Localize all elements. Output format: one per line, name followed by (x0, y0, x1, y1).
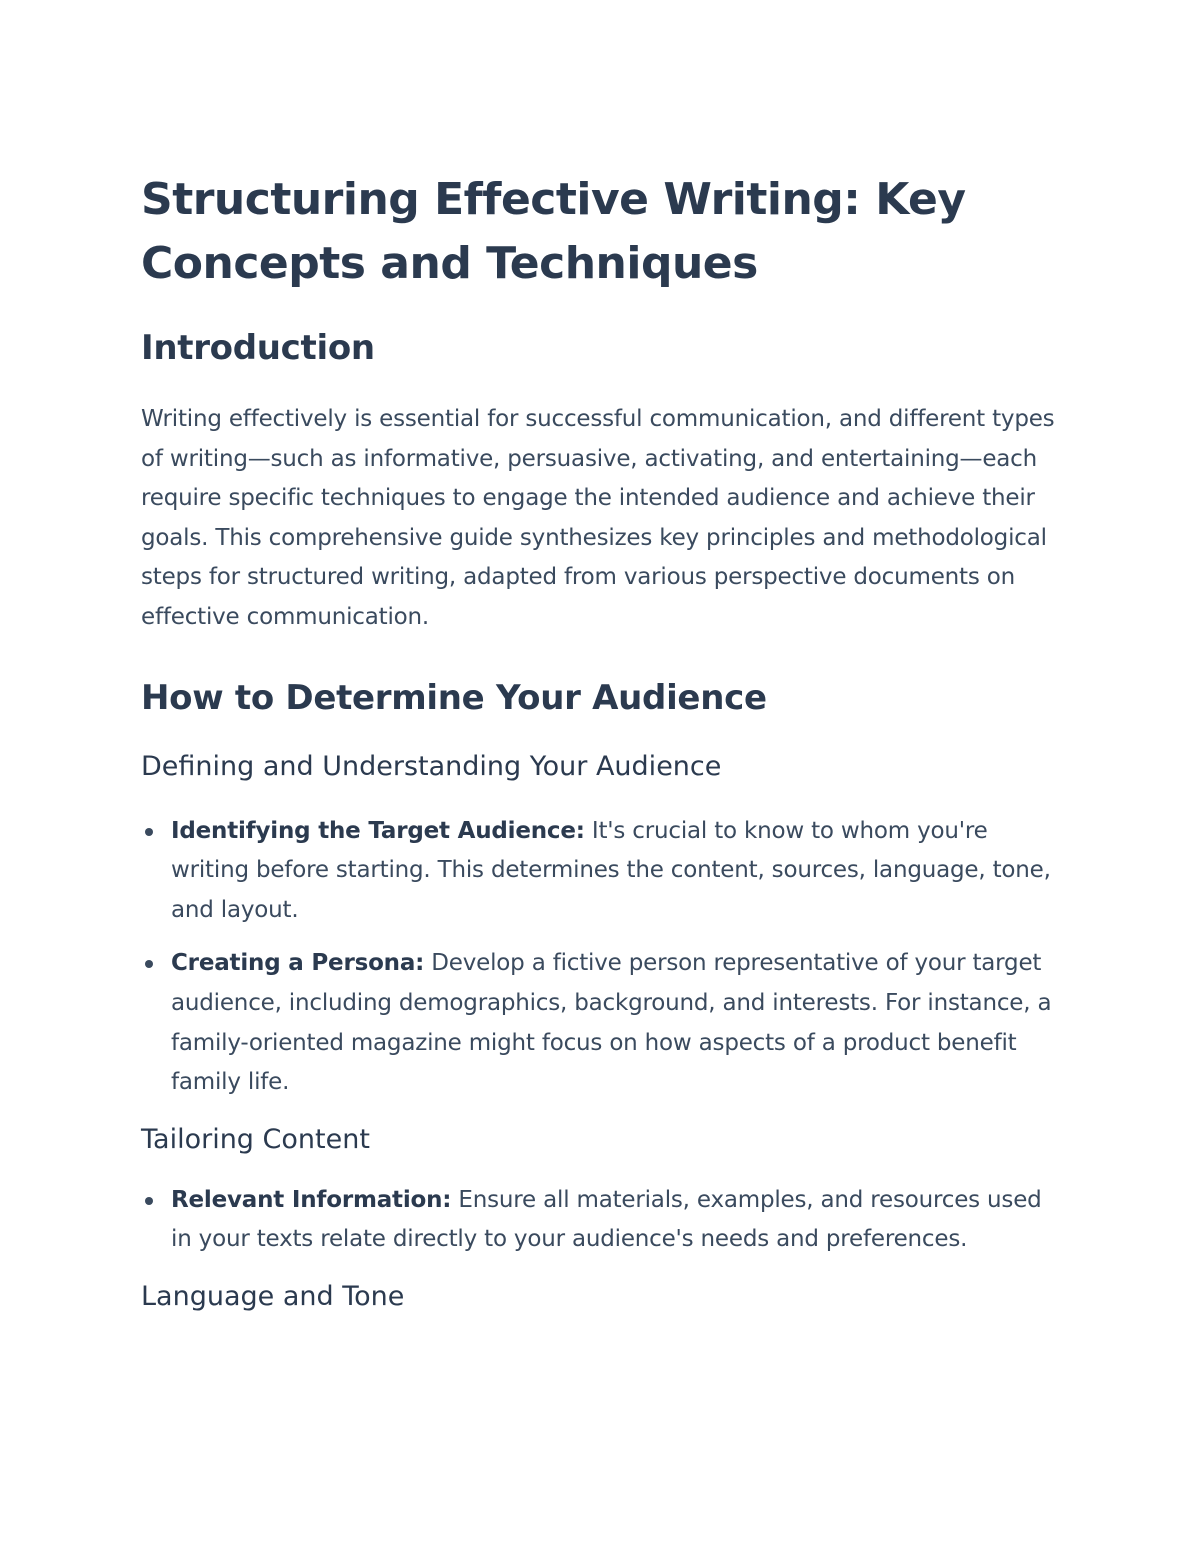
list-item-label: Identifying the Target Audience: (171, 817, 585, 844)
list-item-text: It's crucial to know to whom you're writing before starting. This determines the content, sources, language, tone, and layout. (171, 817, 1051, 923)
list-item-label: Relevant Information: (171, 1186, 452, 1213)
list-item-label: Creating a Persona: (171, 950, 425, 977)
bullet-icon (145, 1197, 153, 1205)
subheading-language-tone: Language and Tone (141, 1280, 405, 1312)
bullet-icon (145, 960, 153, 968)
list-item-text: Develop a fictive person representative of your target audience, including demographics, background, and interests. For instance, a family-oriented magazine might focus on how aspects of a product benefit family life. (171, 950, 1052, 1096)
list-item (141, 944, 1060, 1102)
heading-determine-audience: How to Determine Your Audience (141, 677, 767, 718)
subheading-defining-audience: Defining and Understanding Your Audience (141, 750, 722, 782)
bullet-icon (145, 828, 153, 836)
list-item-text: Ensure all materials, examples, and resources used in your texts relate directly to your audience's needs and preferences. (171, 1186, 1042, 1253)
tailoring-content-list (141, 1181, 1060, 1260)
subheading-tailoring-content: Tailoring Content (141, 1123, 370, 1155)
list-item (141, 1181, 1060, 1260)
defining-audience-list (141, 812, 1060, 1103)
list-item (141, 812, 1060, 931)
heading-introduction: Introduction (141, 328, 375, 368)
document-title: Structuring Effective Writing: Key Concepts and Techniques (141, 174, 966, 289)
introduction-paragraph: Writing effectively is essential for successful communication, and different types of writing—such as informative, persuasive, activating, and entertaining—each require specific techniques to engage the intended audience and achieve their goals. This comprehensive guide synthesizes key principles and methodological steps for structured writing, adapted from various perspective documents on effective communication. (141, 406, 1055, 630)
